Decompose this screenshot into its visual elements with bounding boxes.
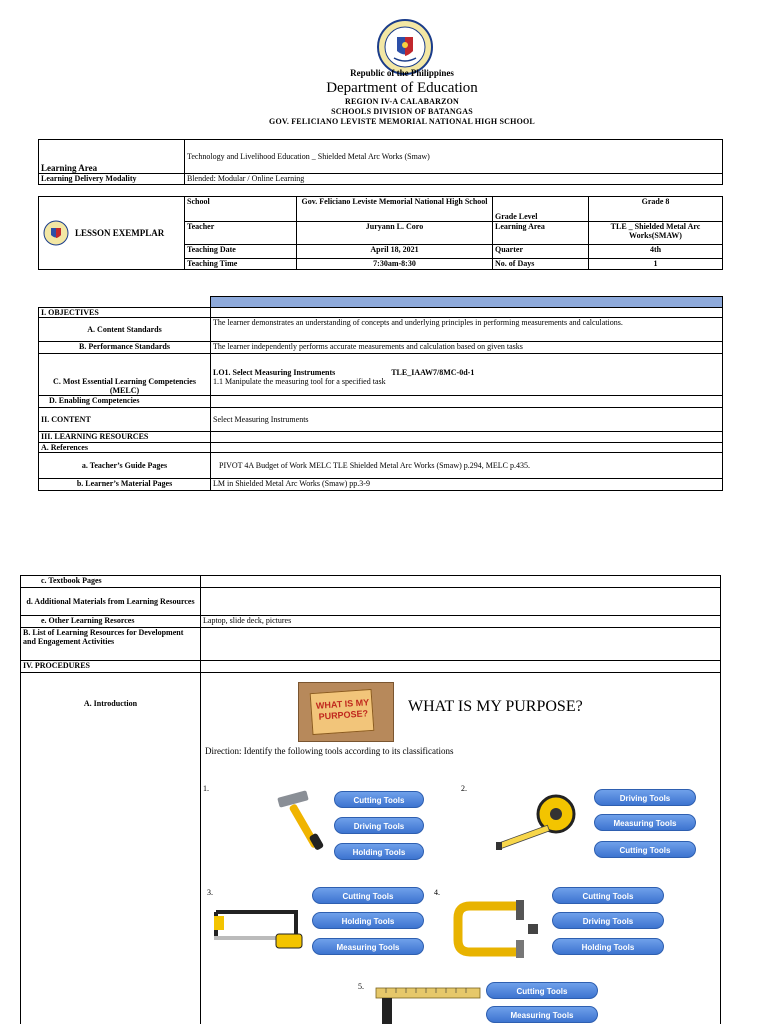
- melc-code: TLE_IAAW7/8MC-0d-1: [391, 368, 475, 377]
- learners-material-value: LM in Shielded Metal Arc Works (Smaw) pp.3-9: [211, 479, 723, 491]
- content-standards-value: The learner demonstrates an understanding of concepts and underlying principles in performing measurements and calculations.: [211, 318, 723, 342]
- item-3-option-1[interactable]: Cutting Tools: [312, 887, 424, 904]
- learning-area-value: Technology and Livelihood Education _ Shielded Metal Arc Works (Smaw): [185, 140, 723, 174]
- item-2-number: 2.: [461, 784, 467, 793]
- item-3-option-2[interactable]: Holding Tools: [312, 912, 424, 929]
- teacher-label: Teacher: [185, 222, 297, 245]
- division-line: SCHOOLS DIVISION OF BATANGAS: [331, 107, 473, 116]
- content-standards-label: A. Content Standards: [39, 318, 211, 342]
- school-label: School: [185, 197, 297, 222]
- references-label: A. References: [39, 443, 211, 453]
- item-4-option-3[interactable]: Holding Tools: [552, 938, 664, 955]
- days-label: No. of Days: [493, 259, 589, 270]
- content-label: II. CONTENT: [39, 408, 211, 432]
- item-2-option-3[interactable]: Cutting Tools: [594, 841, 696, 858]
- item-3-option-3[interactable]: Measuring Tools: [312, 938, 424, 955]
- measuring-tape-image: [492, 792, 582, 856]
- time-label: Teaching Time: [185, 259, 297, 270]
- melc-cell: [211, 354, 723, 396]
- objectives-table: [38, 296, 723, 491]
- banner-line-1: WHAT IS MY: [315, 697, 370, 711]
- content-value: Select Measuring Instruments: [211, 408, 723, 432]
- objectives-label: I. OBJECTIVES: [39, 308, 211, 318]
- melc-lo: LO1. Select Measuring Instruments: [213, 368, 336, 377]
- c-clamp-image: [450, 896, 544, 962]
- grade-level-value: Grade 8: [589, 197, 723, 222]
- teachers-guide-value: PIVOT 4A Budget of Work MELC TLE Shielded Metal Arc Works (Smaw) p.294, MELC p.435.: [211, 453, 723, 479]
- purpose-banner-image: [298, 682, 394, 742]
- date-value: April 18, 2021: [297, 245, 493, 259]
- item-5-option-1[interactable]: Cutting Tools: [486, 982, 598, 999]
- school-value: Gov. Feliciano Leviste Memorial National High School: [297, 197, 493, 222]
- quarter-value: 4th: [589, 245, 723, 259]
- enabling-label: D. Enabling Competencies: [39, 396, 211, 408]
- date-label: Teaching Date: [185, 245, 297, 259]
- item-4-option-2[interactable]: Driving Tools: [552, 912, 664, 929]
- hammer-image: [276, 790, 330, 854]
- item-5-number: 5.: [358, 982, 364, 991]
- other-value: Laptop, slide deck, pictures: [201, 616, 721, 628]
- list-label: B. List of Learning Resources for Development and Engagement Activities: [21, 628, 201, 661]
- exemplar-label: LESSON EXEMPLAR: [75, 227, 165, 238]
- textbook-label: c. Textbook Pages: [21, 576, 201, 588]
- grade-level-label: Grade Level: [493, 197, 589, 222]
- deped-seal-icon: [43, 220, 69, 246]
- item-4-number: 4.: [434, 888, 440, 897]
- performance-standards-value: The learner independently performs accurate measurements and calculation based on given tasks: [211, 342, 723, 354]
- item-1-option-2[interactable]: Driving Tools: [334, 817, 424, 834]
- exemplar-cell: [39, 197, 185, 270]
- teachers-guide-label: a. Teacher’s Guide Pages: [39, 453, 211, 479]
- banner-line-2: PURPOSE?: [318, 708, 369, 722]
- other-label: e. Other Learning Resorces: [21, 616, 201, 628]
- item-2-option-1[interactable]: Driving Tools: [594, 789, 696, 806]
- days-value: 1: [589, 259, 723, 270]
- performance-standards-label: B. Performance Standards: [39, 342, 211, 354]
- item-5-option-2[interactable]: Measuring Tools: [486, 1006, 598, 1023]
- activity-title: WHAT IS MY PURPOSE?: [408, 698, 583, 715]
- learning-area-table: [38, 139, 723, 185]
- melc-label: C. Most Essential Learning Competencies (MELC): [39, 354, 211, 396]
- item-3-number: 3.: [207, 888, 213, 897]
- school-line: GOV. FELICIANO LEVISTE MEMORIAL NATIONAL HIGH SCHOOL: [269, 117, 535, 126]
- area-value: TLE _ Shielded Metal Arc Works(SMAW): [589, 222, 723, 245]
- additional-label: d. Additional Materials from Learning Resources: [21, 588, 201, 616]
- department-title: Department of Education: [326, 80, 478, 96]
- procedures-label: IV. PROCEDURES: [21, 661, 201, 673]
- modality-label: Learning Delivery Modality: [39, 174, 185, 185]
- melc-sub: 1.1 Manipulate the measuring tool for a specified task: [213, 377, 386, 386]
- item-1-number: 1.: [203, 784, 209, 793]
- region-line: REGION IV-A CALABARZON: [344, 97, 460, 106]
- learning-area-label: Learning Area: [39, 140, 185, 174]
- item-4-option-1[interactable]: Cutting Tools: [552, 887, 664, 904]
- item-1-option-1[interactable]: Cutting Tools: [334, 791, 424, 808]
- teacher-value: Juryann L. Coro: [297, 222, 493, 245]
- republic-line: Republic of the Philippines: [350, 68, 454, 78]
- modality-value: Blended: Modular / Online Learning: [185, 174, 723, 185]
- lesson-exemplar-table: [38, 196, 723, 270]
- introduction-label: A. Introduction: [21, 673, 201, 1024]
- quarter-label: Quarter: [493, 245, 589, 259]
- item-1-option-3[interactable]: Holding Tools: [334, 843, 424, 860]
- header-band: [211, 297, 723, 308]
- direction-text: Direction: Identify the following tools according to its classifications: [205, 746, 454, 756]
- try-square-image: [372, 984, 484, 1024]
- hacksaw-image: [210, 904, 304, 954]
- area-label: Learning Area: [493, 222, 589, 245]
- learners-material-label: b. Learner’s Material Pages: [39, 479, 211, 491]
- item-2-option-2[interactable]: Measuring Tools: [594, 814, 696, 831]
- resources-label: III. LEARNING RESOURCES: [39, 432, 211, 443]
- time-value: 7:30am-8:30: [297, 259, 493, 270]
